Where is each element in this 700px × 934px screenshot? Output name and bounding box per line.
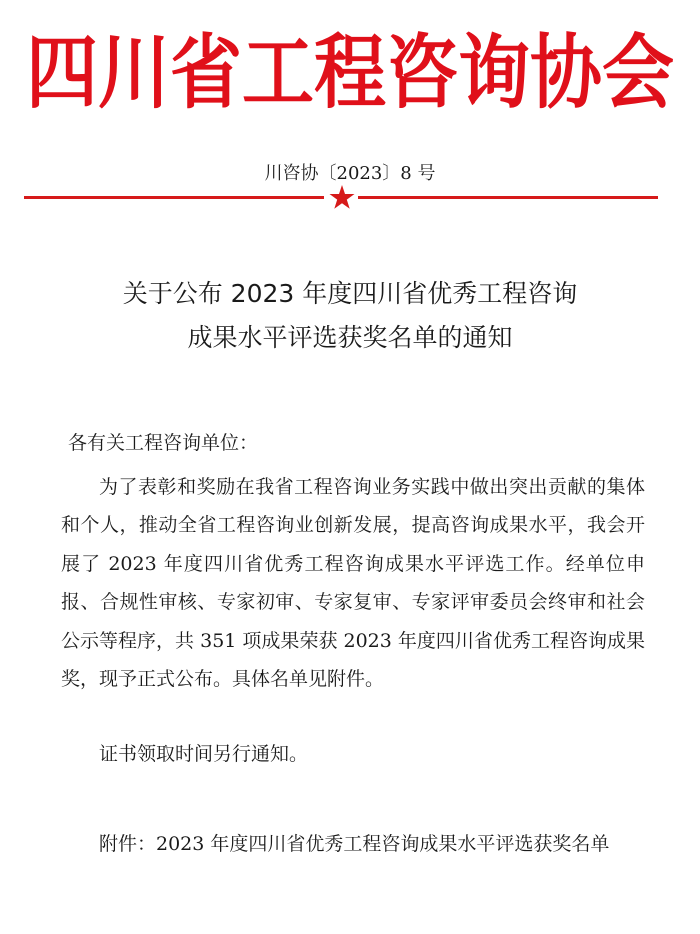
document-number: 川咨协〔2023〕8 号 xyxy=(264,163,436,184)
notice-title-line-1: 关于公布 2023 年度四川省优秀工程咨询 xyxy=(122,279,578,308)
organization-header: 四川省工程咨询协会 xyxy=(25,25,674,120)
salutation: 各有关工程咨询单位： xyxy=(68,432,259,454)
star-icon xyxy=(329,184,355,210)
notice-title-line-2: 成果水平评选获奖名单的通知 xyxy=(187,323,513,352)
attachment-line: 附件：2023 年度四川省优秀工程咨询成果水平评选获奖名单 xyxy=(99,833,610,855)
certificate-notice: 证书领取时间另行通知。 xyxy=(99,743,309,765)
header-rule-right xyxy=(358,196,658,199)
body-paragraph: 为了表彰和奖励在我省工程咨询业务实践中做出突出贡献的集体和个人，推动全省工程咨询业创新发展，提高咨询成果水平，我会开展了 2023 年度四川省优秀工程咨询成果水平评选工作。经单位申报、合规性审核、专家初审、专家复审、专家评审委员会终审和社会公示等程序，共 351 项成果荣获 2023 年度四川省优秀工程咨询成果奖，现予正式公布。具体名单见附件。 xyxy=(61,476,645,691)
header-rule-left xyxy=(24,196,324,199)
